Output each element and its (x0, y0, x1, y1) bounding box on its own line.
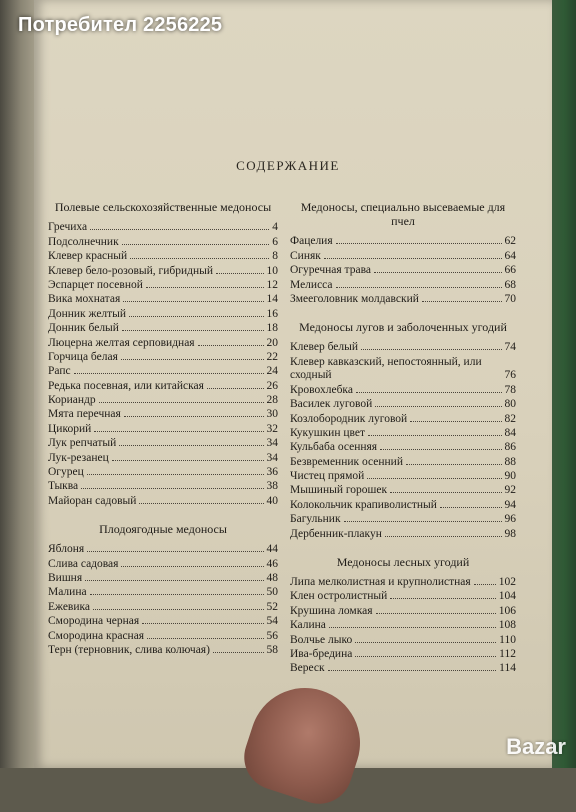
section-heading: Плодоягодные медоносы (99, 521, 227, 536)
toc-entry (48, 234, 278, 248)
toc-entry (48, 321, 278, 335)
toc-entry-title: Рапс (48, 365, 71, 378)
toc-entry-title: Эспарцет посевной (48, 278, 143, 291)
toc-entry-title: Мышиный горошек (290, 484, 388, 497)
toc-entry-page: 34 (266, 437, 278, 450)
toc-entry (48, 599, 278, 613)
toc-entry (48, 450, 278, 464)
toc-entry (48, 263, 278, 277)
toc-entry (48, 614, 278, 628)
toc-entry-title: Лук репчатый (48, 437, 117, 450)
toc-entry-title: Вишня (48, 571, 83, 584)
toc-entry-page: 64 (504, 249, 516, 262)
toc-entry-page: 68 (504, 278, 516, 291)
toc-entry (48, 306, 278, 320)
toc-entry-page: 82 (504, 412, 516, 425)
toc-entry-title: Колокольчик крапиволистный (290, 498, 437, 511)
toc-entry-title: Вика мохнатая (48, 293, 121, 306)
dot-leader (385, 536, 502, 537)
dot-leader (410, 421, 501, 422)
toc-entry-title: Мелисса (290, 278, 333, 291)
toc-entry (48, 643, 278, 657)
toc-entry-page: 6 (272, 235, 278, 248)
toc-entry (290, 277, 516, 291)
toc-entry-page: 10 (266, 264, 278, 277)
toc-entry-page: 114 (499, 662, 516, 675)
toc-entry-page: 80 (504, 398, 516, 411)
toc-entry-page: 46 (266, 557, 278, 570)
toc-entry-title: Кровохлебка (290, 383, 353, 396)
dot-leader (94, 431, 263, 432)
section-heading: Медоносы лесных угодий (336, 554, 470, 569)
toc-entry-title: Кориандр (48, 394, 96, 407)
dot-leader (121, 566, 263, 567)
dot-leader (119, 445, 263, 446)
dot-leader (328, 670, 497, 671)
dot-leader (375, 406, 501, 407)
toc-entry (48, 465, 278, 479)
dot-leader (390, 492, 501, 493)
toc-entry-page: 76 (504, 369, 516, 382)
toc-entry-page: 104 (498, 590, 516, 603)
toc-entry-title: Липа мелколистная и крупнолистная (290, 576, 471, 589)
toc-entry-page: 22 (266, 350, 278, 363)
dot-leader (336, 287, 502, 288)
toc-entry (48, 542, 278, 556)
section-heading: Медоносы, специально высеваемые для пчел (300, 200, 506, 228)
toc-entry-title: Люцерна желтая серповидная (48, 336, 195, 349)
section-gap (48, 508, 278, 518)
toc-entry (290, 263, 516, 277)
dot-leader (124, 416, 264, 417)
dot-leader (368, 435, 501, 436)
toc-entry-title: Дербенник-плакун (290, 527, 382, 540)
toc-entry-title: Редька посевная, или китайская (48, 379, 204, 392)
toc-entry (290, 382, 516, 396)
dot-leader (406, 464, 502, 465)
toc-entry-title: Тыква (48, 480, 79, 493)
toc-entry-page: 108 (498, 619, 516, 632)
toc-entry-title: Синяк (290, 249, 321, 262)
dot-leader (123, 301, 263, 302)
toc-entry-title: Чистец прямой (290, 470, 365, 483)
dot-leader (355, 656, 496, 657)
toc-entry (48, 249, 278, 263)
dot-leader (380, 449, 501, 450)
toc-entry (290, 661, 516, 675)
toc-entry (48, 378, 278, 392)
toc-entry-title: Крушина ломкая (290, 604, 373, 617)
toc-entry-page: 44 (266, 543, 278, 556)
dot-leader (390, 598, 495, 599)
toc-entry-page: 32 (266, 422, 278, 435)
toc-entry-title: Цикорий (48, 422, 92, 435)
toc-entry-page: 20 (266, 336, 278, 349)
toc-entry (48, 220, 278, 234)
dot-leader (344, 521, 502, 522)
dot-leader (336, 243, 502, 244)
dot-leader (355, 642, 496, 643)
toc-entry (48, 436, 278, 450)
toc-entry-page: 98 (504, 527, 516, 540)
toc-entry-title: Огуречная трава (290, 264, 371, 277)
toc-entry-title: Лук-резанец (48, 451, 109, 464)
dot-leader (122, 330, 264, 331)
dot-leader (198, 345, 264, 346)
toc-entry-title: Безвременник осенний (290, 455, 403, 468)
toc-entry (48, 393, 278, 407)
toc-entry (290, 647, 516, 661)
dot-leader (99, 402, 264, 403)
toc-entry-title: Ива-бредина (290, 647, 353, 660)
bazar-logo: Bazar (506, 734, 566, 759)
dot-leader (87, 551, 263, 552)
toc-entry-title: Волчье лыко (290, 633, 353, 646)
toc-entry-page: 110 (499, 633, 516, 646)
dot-leader (85, 580, 263, 581)
toc-entry (290, 234, 516, 248)
dot-leader (367, 478, 501, 479)
toc-entry-title: Фацелия (290, 235, 333, 248)
dot-leader (361, 349, 501, 350)
toc-entry (290, 340, 516, 354)
toc-entry-page: 38 (266, 480, 278, 493)
dot-leader (329, 627, 496, 628)
toc-entry (48, 421, 278, 435)
toc-entry-title: Кукушкин цвет (290, 426, 366, 439)
toc-entry (290, 497, 516, 511)
toc-entry (290, 632, 516, 646)
toc-entry-title: Смородина красная (48, 629, 145, 642)
toc-entry-title: Козлобородник луговой (290, 412, 408, 425)
toc-left-column (48, 196, 278, 657)
dot-leader (324, 258, 502, 259)
dot-leader (129, 316, 263, 317)
toc-entry-title: Слива садовая (48, 557, 119, 570)
toc-entry (48, 364, 278, 378)
toc-entry (290, 440, 516, 454)
toc-entry-title: Калина (290, 619, 326, 632)
dot-leader (474, 584, 496, 585)
toc-entry-title: Терн (терновник, слива колючая) (48, 643, 210, 656)
toc-entry-page: 74 (504, 341, 516, 354)
toc-entry-page: 102 (498, 576, 516, 589)
toc-entry-page: 12 (266, 278, 278, 291)
toc-entry (290, 292, 516, 306)
dot-leader (74, 373, 264, 374)
toc-entry (48, 350, 278, 364)
toc-entry-title: Клевер бело-розовый, гибридный (48, 264, 214, 277)
toc-entry-page: 96 (504, 513, 516, 526)
toc-entry-page: 86 (504, 441, 516, 454)
toc-entry (290, 469, 516, 483)
toc-entry (48, 407, 278, 421)
toc-entry-title: Яблоня (48, 543, 85, 556)
toc-entry (48, 571, 278, 585)
toc-entry (290, 483, 516, 497)
section-gap (290, 541, 516, 551)
page-title: СОДЕРЖАНИЕ (236, 158, 340, 173)
toc-entry-page: 62 (504, 235, 516, 248)
toc-entry-title: Багульник (290, 513, 341, 526)
dot-leader (213, 652, 264, 653)
toc-entry (290, 603, 516, 617)
toc-entry (290, 426, 516, 440)
toc-entry-page: 94 (504, 498, 516, 511)
dot-leader (207, 388, 264, 389)
toc-entry (290, 589, 516, 603)
toc-entry-title: Гречиха (48, 221, 88, 234)
toc-entry-title: Змееголовник молдавский (290, 292, 419, 305)
toc-entry-page: 54 (266, 615, 278, 628)
dot-leader (93, 609, 263, 610)
dot-leader (376, 613, 496, 614)
toc-entry-page: 58 (266, 643, 278, 656)
toc-entry-page: 48 (266, 571, 278, 584)
toc-entry-page: 70 (504, 292, 516, 305)
toc-entry-page: 50 (266, 586, 278, 599)
toc-entry-title: Донник белый (48, 322, 119, 335)
toc-entry (290, 512, 516, 526)
seller-watermark: Потребител 2256225 (18, 14, 223, 36)
dot-leader (112, 460, 264, 461)
toc-entry (48, 479, 278, 493)
toc-entry-title: Клен остролистный (290, 590, 388, 603)
dot-leader (121, 359, 264, 360)
toc-entry (48, 278, 278, 292)
toc-entry-title: Клевер кавказский, непостоянный, или сходный (290, 356, 482, 382)
toc-entry-page: 52 (266, 600, 278, 613)
toc-entry-page: 84 (504, 426, 516, 439)
toc-entry (48, 335, 278, 349)
dot-leader (87, 474, 264, 475)
section-heading: Полевые сельскохозяйственные медоносы (54, 200, 272, 214)
toc-entry (48, 493, 278, 507)
toc-entry (290, 397, 516, 411)
toc-entry-page: 88 (504, 455, 516, 468)
dot-leader (374, 272, 502, 273)
dot-leader (440, 507, 502, 508)
toc-entry (48, 292, 278, 306)
toc-entry-page: 40 (266, 494, 278, 507)
toc-entry (48, 628, 278, 642)
toc-entry (48, 556, 278, 570)
toc-entry-page: 66 (504, 264, 516, 277)
toc-entry-page: 36 (266, 466, 278, 479)
dot-leader (90, 594, 264, 595)
toc-entry-title: Клевер белый (290, 341, 359, 354)
book-cover-edge (552, 0, 576, 768)
toc-entry-title: Подсолнечник (48, 235, 119, 248)
toc-entry-title: Вереск (290, 662, 325, 675)
toc-entry-title: Кульбаба осенняя (290, 441, 378, 454)
book-left-edge (0, 0, 38, 768)
toc-entry-title: Мята перечная (48, 408, 121, 421)
dot-leader (142, 623, 263, 624)
toc-entry-page: 28 (266, 394, 278, 407)
toc-entry-title: Малина (48, 586, 87, 599)
section-gap (290, 306, 516, 316)
toc-entry-page: 90 (504, 470, 516, 483)
toc-entry-title: Донник желтый (48, 307, 127, 320)
toc-entry-page: 30 (266, 408, 278, 421)
dot-leader (122, 244, 270, 245)
toc-entry-page: 26 (266, 379, 278, 392)
toc-entry (290, 454, 516, 468)
toc-entry-title: Клевер красный (48, 250, 128, 263)
toc-entry (290, 618, 516, 632)
toc-entry-page: 14 (266, 293, 278, 306)
toc-entry (290, 248, 516, 262)
section-heading: Медоносы лугов и заболоченных угодий (299, 319, 507, 334)
toc-entry-page: 106 (498, 604, 516, 617)
dot-leader (146, 287, 264, 288)
toc-entry-page: 56 (266, 629, 278, 642)
toc-entry-title: Ежевика (48, 600, 91, 613)
dot-leader (81, 488, 263, 489)
toc-entry-title: Василек луговой (290, 398, 373, 411)
toc-entry-page: 24 (266, 365, 278, 378)
toc-entry-page: 34 (266, 451, 278, 464)
toc-entry-page: 16 (266, 307, 278, 320)
toc-entry (290, 575, 516, 589)
toc-entry-title: Огурец (48, 466, 84, 479)
toc-entry-page: 112 (499, 647, 516, 660)
toc-entry-page: 18 (266, 322, 278, 335)
toc-entry-page: 92 (504, 484, 516, 497)
dot-leader (90, 229, 269, 230)
toc-entry (290, 526, 516, 540)
toc-right-column (290, 196, 516, 675)
toc-entry-page: 78 (504, 383, 516, 396)
dot-leader (139, 503, 263, 504)
toc-entry-page: 8 (272, 250, 278, 263)
dot-leader (422, 301, 502, 302)
dot-leader (130, 258, 269, 259)
toc-entry (48, 585, 278, 599)
dot-leader (147, 638, 263, 639)
toc-entry (290, 411, 516, 425)
toc-entry-page: 4 (272, 221, 278, 234)
toc-entry (290, 354, 516, 382)
dot-leader (216, 273, 263, 274)
toc-entry-title: Горчица белая (48, 350, 118, 363)
dot-leader (356, 392, 502, 393)
toc-entry-title: Смородина черная (48, 615, 140, 628)
toc-entry-title: Майоран садовый (48, 494, 137, 507)
